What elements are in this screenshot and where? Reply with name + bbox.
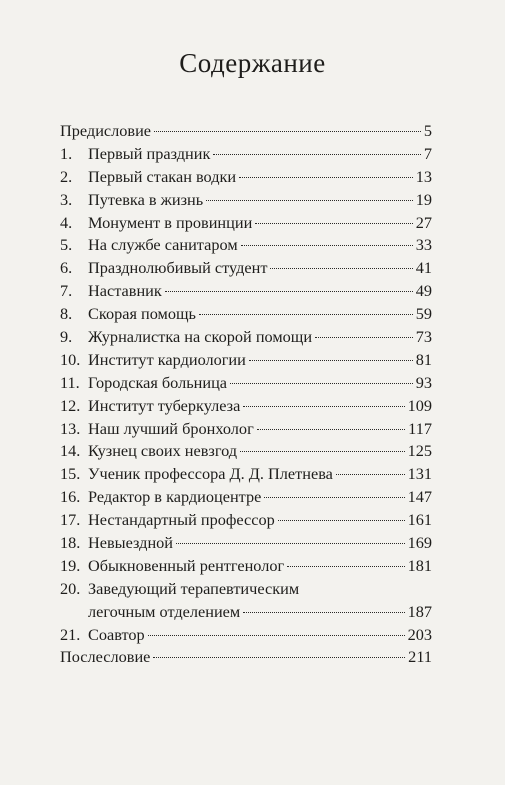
toc-entry [60, 303, 432, 326]
dot-leader [165, 291, 413, 292]
toc-entry-page: 147 [407, 487, 432, 507]
toc-entry-number: 21. [60, 624, 81, 644]
toc-entry-number: 6. [60, 258, 73, 278]
toc-entry-number: 8. [60, 304, 73, 324]
toc-entry-title: Обыкновенный рентгенолог [88, 555, 285, 575]
toc-entry-number: 4. [60, 212, 73, 232]
toc-entry-number: 17. [60, 510, 81, 530]
toc-entry-title: Первый стакан водки [88, 166, 237, 186]
toc-entry-title: Нестандартный профессор [88, 510, 275, 530]
toc-entry-page: 203 [407, 624, 432, 644]
dot-leader [148, 635, 405, 636]
toc-entry-number: 10. [60, 349, 81, 369]
dot-leader [336, 474, 405, 475]
dot-leader [240, 451, 404, 452]
toc-entry-page: 41 [415, 258, 432, 278]
toc-entry [60, 532, 432, 555]
toc-entry [60, 372, 432, 395]
toc-entry-title-line2: легочным отделением [88, 601, 241, 621]
dot-leader [257, 429, 405, 430]
toc-entry-page: 93 [415, 372, 432, 392]
toc-entry-number: 14. [60, 441, 81, 461]
toc-entry [60, 349, 432, 372]
toc-entry-number: 11. [60, 372, 80, 392]
toc-entry-title: Редактор в кардиоцентре [88, 487, 262, 507]
toc-entry [60, 189, 432, 212]
dot-leader [239, 177, 413, 178]
toc-entry-title: Институт туберкулеза [88, 395, 241, 415]
toc-entry [60, 463, 432, 486]
dot-leader [243, 612, 404, 613]
toc-entry-page: 27 [415, 212, 432, 232]
toc-entry-page: 81 [415, 349, 432, 369]
toc-entry [60, 440, 432, 463]
toc-entry-title: Наш лучший бронхолог [88, 418, 254, 438]
dot-leader [315, 337, 413, 338]
toc-entry-title: На службе санитаром [88, 235, 238, 255]
toc-entry-page: 125 [407, 441, 432, 461]
toc-entry-number: 19. [60, 555, 81, 575]
toc-entry-number: 20. [60, 578, 81, 598]
toc-entry-number: 1. [60, 143, 73, 163]
toc-entry-title: Монумент в провинции [88, 212, 253, 232]
dot-leader [249, 360, 413, 361]
toc-entry-page: 19 [415, 189, 432, 209]
toc-entry-title: Институт кардиологии [88, 349, 246, 369]
dot-leader [287, 566, 404, 567]
toc-entry-title: Предисловие [60, 121, 152, 140]
page-title: Содержание [179, 48, 326, 78]
toc-entry-title: Наставник [88, 281, 162, 301]
toc-entry-page: 13 [415, 166, 432, 186]
toc-entry-number: 3. [60, 189, 73, 209]
toc-entry-page: 5 [423, 121, 432, 140]
dot-leader [230, 383, 413, 384]
toc-entry-number: 2. [60, 166, 73, 186]
toc-entry-number: 13. [60, 418, 81, 438]
toc-entry-number: 12. [60, 395, 81, 415]
toc-entry-title: Ученик профессора Д. Д. Плетнева [88, 464, 333, 484]
toc-entry-page: 117 [408, 418, 432, 438]
toc-entry [60, 143, 432, 166]
dot-leader [199, 314, 413, 315]
toc-entry [60, 212, 432, 235]
toc-entries [60, 120, 432, 578]
toc-entry-page: 49 [415, 281, 432, 301]
toc-entry-title: Путевка в жизнь [88, 189, 204, 209]
toc-entry [60, 418, 432, 441]
toc-entry [60, 234, 432, 257]
toc-entry-page: 7 [423, 143, 432, 163]
toc-entry-page: 169 [407, 533, 432, 553]
toc-entry [60, 280, 432, 303]
dot-leader [241, 245, 413, 246]
toc-entry-title: Городская больница [88, 372, 228, 392]
toc-entry [60, 555, 432, 578]
toc-entry-title: Скорая помощь [88, 304, 196, 324]
toc-entry-page: 59 [415, 304, 432, 324]
table-of-contents [60, 120, 432, 669]
toc-entry-number: 18. [60, 533, 81, 553]
toc-entry-21 [60, 624, 432, 647]
dot-leader [243, 406, 404, 407]
toc-entry-title: Первый праздник [88, 143, 211, 163]
toc-entry [60, 326, 432, 349]
toc-entry [60, 395, 432, 418]
dot-leader [264, 497, 404, 498]
toc-entry-title: Послесловие [60, 647, 151, 667]
toc-entry-20 [60, 578, 432, 624]
toc-entry-title: Празднолюбивый студент [88, 258, 268, 278]
toc-entry-title: Невыездной [88, 533, 174, 553]
toc-entry-number: 9. [60, 327, 73, 347]
dot-leader [270, 268, 412, 269]
toc-entry-number: 16. [60, 487, 81, 507]
dot-leader [154, 131, 421, 132]
dot-leader [213, 154, 420, 155]
toc-entry-title: Соавтор [88, 624, 145, 644]
toc-entry-title-line1: Заведующий терапевтическим [88, 578, 300, 598]
toc-entry-page: 161 [407, 510, 432, 530]
toc-entry [60, 509, 432, 532]
toc-entry-number: 5. [60, 235, 73, 255]
toc-entry-page: 211 [408, 647, 432, 667]
toc-entry-page: 73 [415, 327, 432, 347]
dot-leader [176, 543, 405, 544]
toc-entry-page: 109 [407, 395, 432, 415]
toc-entry-title: Журналистка на скорой помощи [88, 327, 313, 347]
dot-leader [255, 223, 412, 224]
toc-entry [60, 486, 432, 509]
toc-entry [60, 120, 432, 143]
toc-entry [60, 166, 432, 189]
toc-entry [60, 257, 432, 280]
toc-entry-page: 181 [407, 555, 432, 575]
toc-entry-afterword [60, 646, 432, 669]
toc-entry-number: 15. [60, 464, 81, 484]
toc-entry-page: 131 [407, 464, 432, 484]
toc-entry-page: 33 [415, 235, 432, 255]
dot-leader [153, 657, 405, 658]
toc-entry-page: 187 [407, 601, 432, 621]
dot-leader [206, 200, 413, 201]
toc-entry-title: Кузнец своих невзгод [88, 441, 238, 461]
dot-leader [278, 520, 405, 521]
toc-entry-number: 7. [60, 281, 73, 301]
